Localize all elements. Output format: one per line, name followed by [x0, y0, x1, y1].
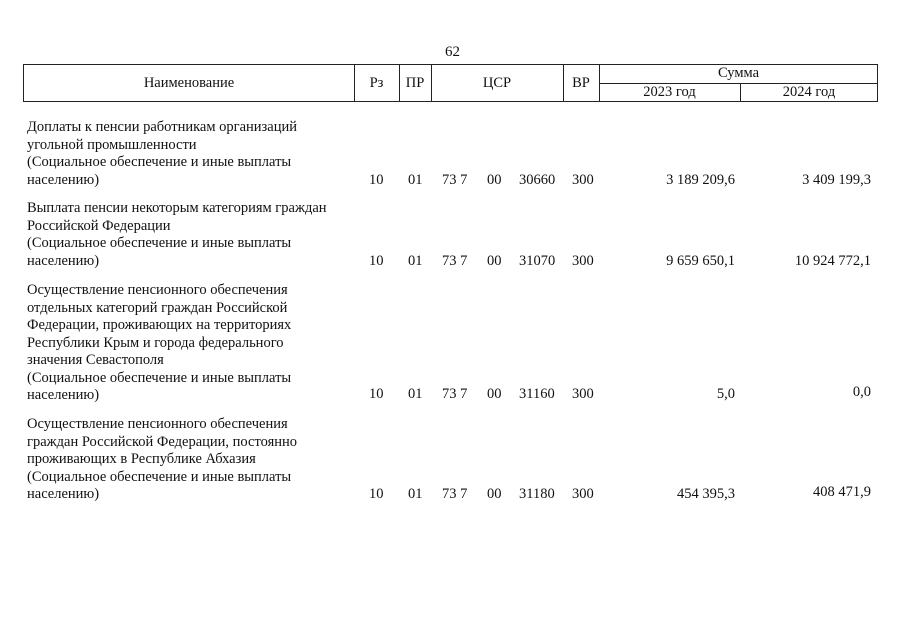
cell-csr-sub: 00: [487, 386, 502, 402]
cell-pr: 01: [408, 253, 423, 269]
row-description: Доплаты к пенсии работникам организаций угольной промышленности (Социальное обеспечение и иные выплаты населению): [27, 119, 297, 188]
cell-sum-2023: 5,0: [716, 386, 735, 402]
cell-rz: 10: [369, 386, 384, 402]
cell-csr-code: 30660: [519, 172, 556, 188]
header-csr: ЦСР: [482, 75, 512, 91]
cell-vr: 300: [572, 386, 594, 402]
cell-csr-sub: 00: [487, 172, 502, 188]
cell-csr-code: 31070: [519, 253, 556, 269]
cell-sum-2023: 3 189 209,6: [666, 172, 735, 188]
cell-csr-code: 31180: [519, 486, 555, 502]
header-pr: ПР: [405, 75, 425, 91]
cell-csr-program: 73 7: [442, 486, 468, 502]
cell-pr: 01: [408, 172, 423, 188]
row-description: Выплата пенсии некоторым категориям граждан Российской Федерации (Социальное обеспечение и иные выплаты населению): [27, 200, 327, 269]
cell-rz: 10: [369, 486, 384, 502]
cell-vr: 300: [572, 253, 594, 269]
cell-sum-2024: 408 471,9: [813, 484, 871, 500]
cell-csr-program: 73 7: [442, 253, 468, 269]
row-description: Осуществление пенсионного обеспечения отдельных категорий граждан Российской Федерации, проживающих на территориях Республики Крым и города федерального значения Севастополя (Социальное обеспечение и иные выплаты населению): [27, 282, 292, 403]
table-header: [23, 64, 878, 102]
header-name: Наименование: [143, 75, 235, 91]
page-number: 62: [445, 44, 460, 60]
cell-rz: 10: [369, 172, 384, 188]
cell-csr-code: 31160: [519, 386, 555, 402]
cell-sum-2024: 0,0: [852, 384, 871, 400]
cell-sum-2023: 454 395,3: [677, 486, 735, 502]
cell-rz: 10: [369, 253, 384, 269]
row-description: Осуществление пенсионного обеспечения граждан Российской Федерации, постоянно проживающих в Республике Абхазия (Социальное обеспечение и иные выплаты населению): [27, 416, 298, 502]
cell-csr-sub: 00: [487, 486, 502, 502]
cell-vr: 300: [572, 486, 594, 502]
cell-csr-sub: 00: [487, 253, 502, 269]
cell-csr-program: 73 7: [442, 172, 468, 188]
cell-vr: 300: [572, 172, 594, 188]
header-sum: Сумма: [717, 65, 760, 81]
cell-sum-2024: 10 924 772,1: [794, 253, 871, 269]
header-year-2024: 2024 год: [782, 84, 836, 100]
cell-sum-2023: 9 659 650,1: [666, 253, 735, 269]
header-year-2023: 2023 год: [643, 84, 696, 100]
cell-pr: 01: [408, 386, 423, 402]
cell-sum-2024: 3 409 199,3: [802, 172, 871, 188]
header-rz: Рз: [369, 75, 384, 91]
cell-csr-program: 73 7: [442, 386, 468, 402]
cell-pr: 01: [408, 486, 423, 502]
header-vr: ВР: [572, 75, 590, 91]
